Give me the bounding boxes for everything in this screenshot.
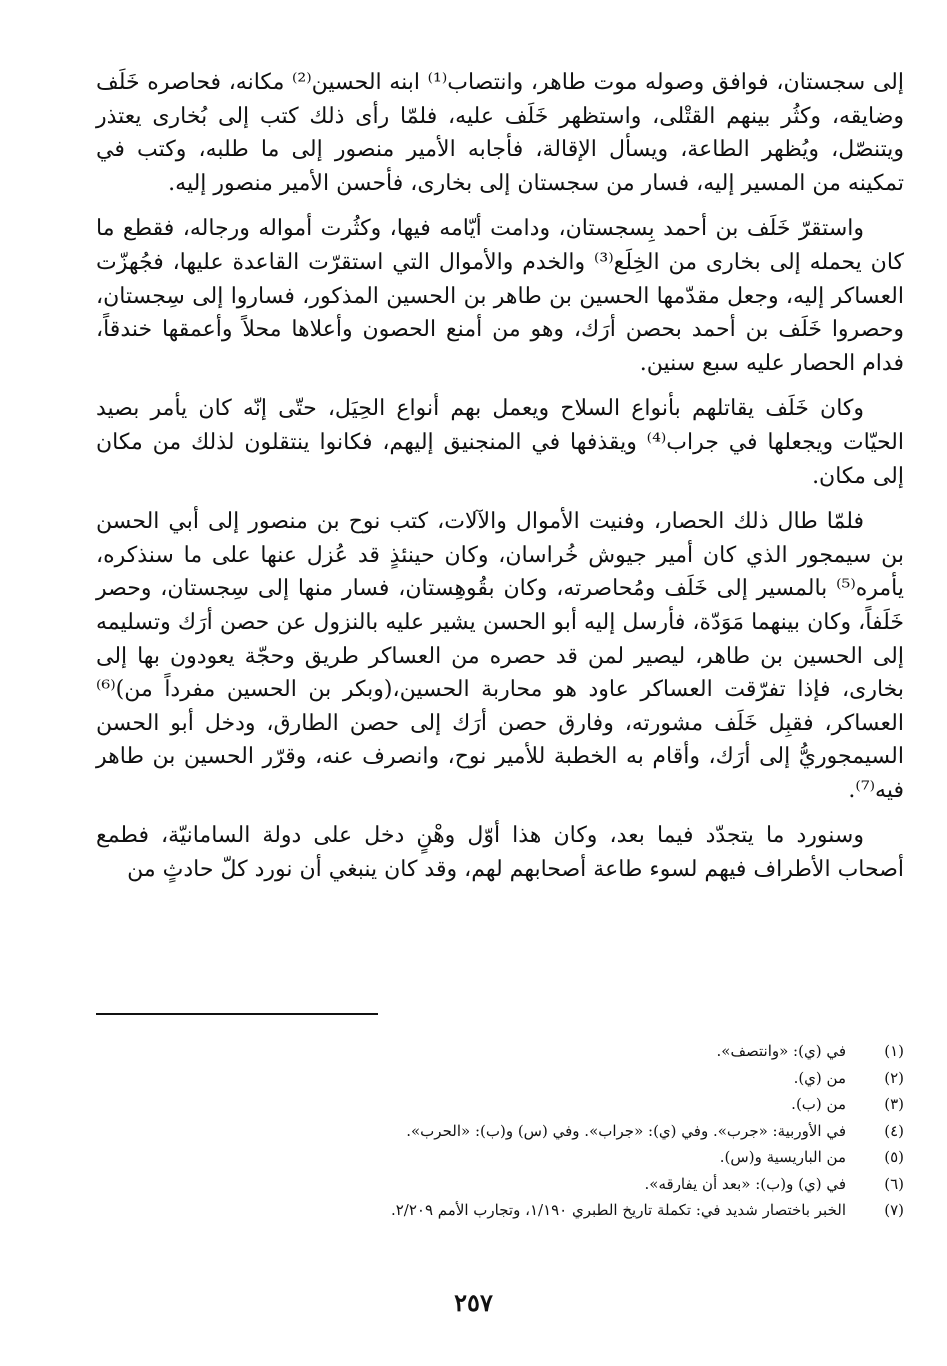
footnote-text: الخبر باختصار شديد في: تكملة تاريخ الطبري ١/١٩٠، وتجارب الأمم ٢/٢٠٩. <box>390 1201 846 1219</box>
footnote-number: (٣) <box>884 1095 904 1113</box>
footnote-2 <box>96 1065 904 1092</box>
footnote-1 <box>96 1038 904 1065</box>
footnote-number: (١) <box>884 1042 904 1060</box>
footnote-text: في (ي) و(ب): «بعد أن يفارقه». <box>644 1174 846 1193</box>
paragraph-4: فلمّا طال ذلك الحصار، وفنيت الأموال والآلات، كتب نوح بن منصور إلى أبي الحسن بن سيمجور الذي كان أمير جيوش خُراسان، وكان حينئذٍ قد عُزل عنها على ما سنذكره، يأمره⁽⁵⁾ بالمسير إلى خَلَف ومُحاصرته، وكان بقُوهِستان، فسار منها إلى سِجستان، وحصر خَلَفاً، وكان بينهما مَوَدّة، فأرسل إليه أبو الحسن يشير عليه بالنزول عن حصن أرَك وتسليمه إلى الحسين بن طاهر، ليصير لمن قد حصره من العساكر طريق وحجّة يعودون بها إلى بخارى، فإذا تفرّقت العساكر عاود هو محاربة الحسين،(وبكر بن الحسين مفرداً من)⁽⁶⁾ العساكر، فقبِل خَلَف مشورته، وفارق حصن أرَك إلى حصن الطارق، ودخل أبو الحسن السيمجوريُّ إلى أرَك، وأقام به الخطبة للأمير نوح، وانصرف عنه، وقرّر الحسين بن طاهر فيه⁽⁷⁾. <box>96 509 904 803</box>
page-number: ٢٥٧ <box>454 1288 493 1317</box>
footnote-4 <box>96 1118 904 1145</box>
paragraph-5: وسنورد ما يتجدّد فيما بعد، وكان هذا أوّل وهْنٍ دخل على دولة السامانيّة، فطمع أصحاب الأطراف فيهم لسوء طاعة أصحابهم لهم، وقد كان ينبغي أن نورد كلّ حادثٍ من <box>96 823 904 883</box>
footnote-text: من الباريسية و(س). <box>719 1148 846 1166</box>
paragraph-1: إلى سجستان، فوافق وصوله موت طاهر، وانتصاب⁽¹⁾ ابنه الحسين⁽²⁾ مكانه، فحاصره خَلَف وضايقه، وكثُر بينهم القتْلى، واستظهر خَلَف عليه، فلمّا رأى ذلك كتب إلى بُخارى يعتذر ويتنصّل، ويُظهر الطاعة، ويسأل الإقالة، فأجابه الأمير منصور إلى ما طلبه، وكتب في تمكينه من المسير إليه، فسار من سجستان إلى بخارى، فأحسن الأمير منصور إليه. <box>96 70 904 196</box>
footnote-text: في (ي): «وانتصف». <box>716 1042 846 1060</box>
footnote-number: (٤) <box>884 1121 904 1140</box>
footnote-3 <box>96 1091 904 1118</box>
footnote-number: (٦) <box>884 1174 904 1193</box>
footnote-text: من (ب). <box>791 1095 846 1113</box>
footnote-text: في الأوربية: «جرب». وفي (ي): «جراب». وفي (س) و(ب): «الحرب». <box>406 1121 846 1140</box>
paragraph-3: وكان خَلَف يقاتلهم بأنواع السلاح ويعمل بهم أنواع الحِيَل، حتّى إنّه كان يأمر بصيد الحيّات ويجعلها في جراب⁽⁴⁾ ويقذفها في المنجنيق إليهم، فكانوا ينتقلون لذلك من مكان إلى مكان. <box>96 396 904 489</box>
footnote-text: من (ي). <box>793 1068 846 1087</box>
paragraph-2: واستقرّ خَلَف بن أحمد بِسجستان، ودامت أيّامه فيها، وكثُرت أمواله ورجاله، فقطع ما كان يحمله إلى بخارى من الخِلَع⁽³⁾ والخدم والأموال التي استقرّت القاعدة عليها، فجُهزّت العساكر إليه، وجعل مقدّمها الحسين بن طاهر بن الحسين المذكور، فساروا إلى سِجستان، وحصروا خَلَف بن أحمد بحصن أرَك، وهو من أمنع الحصون وأعلاها محلاً وأعمقها خندقاً، فدام الحصار عليه سبع سنين. <box>96 216 904 376</box>
footnote-divider <box>96 1013 378 1015</box>
footnote-5 <box>96 1144 904 1171</box>
page-body <box>96 66 904 899</box>
footnote-6 <box>96 1171 904 1198</box>
footnote-number: (٥) <box>884 1148 904 1166</box>
footnote-number: (٧) <box>884 1201 904 1219</box>
footnotes <box>96 1038 904 1224</box>
footnote-7 <box>96 1197 904 1224</box>
footnote-number: (٢) <box>884 1068 904 1087</box>
